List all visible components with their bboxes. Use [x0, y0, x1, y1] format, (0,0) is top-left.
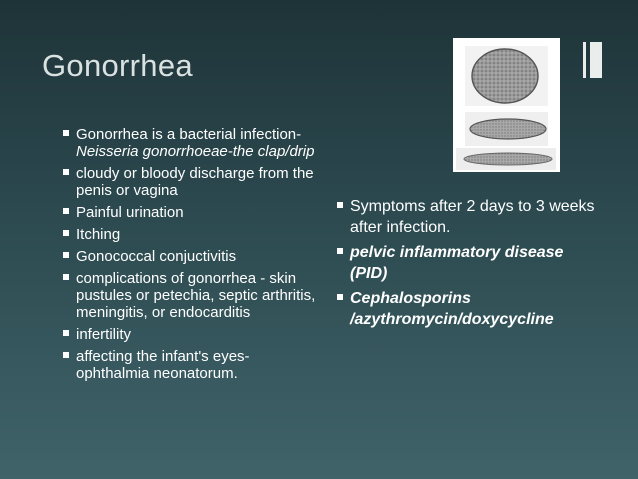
- bacteria-micrograph: [453, 38, 560, 172]
- bullet-text: Symptoms after 2 days to 3 weeks after infection.: [350, 198, 595, 236]
- bullet-text-bold: pelvic inflammatory disease (PID): [350, 244, 564, 282]
- list-item: [60, 204, 320, 221]
- slide-title: Gonorrhea: [42, 48, 193, 83]
- bullet-text: infertility: [76, 326, 132, 343]
- list-item: [60, 165, 320, 199]
- list-item: [60, 270, 320, 321]
- left-bullet-list: [60, 126, 320, 387]
- list-item: [60, 326, 320, 343]
- list-item: [60, 348, 320, 382]
- list-item: [60, 126, 320, 160]
- right-bullet-list: [334, 196, 604, 334]
- list-item: [334, 196, 604, 238]
- list-item: [60, 226, 320, 243]
- bullet-text: Gonorrhea is a bacterial infection-: [76, 126, 302, 143]
- bullet-text-bold: Cephalosporins /azythromycin/doxycycline: [350, 290, 554, 328]
- bullet-text: complications of gonorrhea - skin pustules or petechia, septic arthritis, meningitis, or endocarditis: [76, 270, 316, 321]
- bullet-text: Painful urination: [76, 204, 184, 221]
- bullet-text: Itching: [76, 226, 121, 243]
- bacteria-micrograph-image: [453, 38, 560, 172]
- bullet-text: cloudy or bloody discharge from the penis or vagina: [76, 165, 314, 199]
- list-item: [334, 242, 604, 284]
- corner-decoration-thin: [583, 42, 586, 78]
- list-item: [60, 248, 320, 265]
- list-item: [334, 288, 604, 330]
- corner-decoration-thick: [590, 42, 602, 78]
- bullet-text: affecting the infant's eyes-ophthalmia neonatorum.: [76, 348, 250, 382]
- bullet-text-italic: Neisseria gonorrhoeae-the clap/drip: [76, 143, 315, 160]
- bullet-text: Gonococcal conjuctivitis: [76, 248, 237, 265]
